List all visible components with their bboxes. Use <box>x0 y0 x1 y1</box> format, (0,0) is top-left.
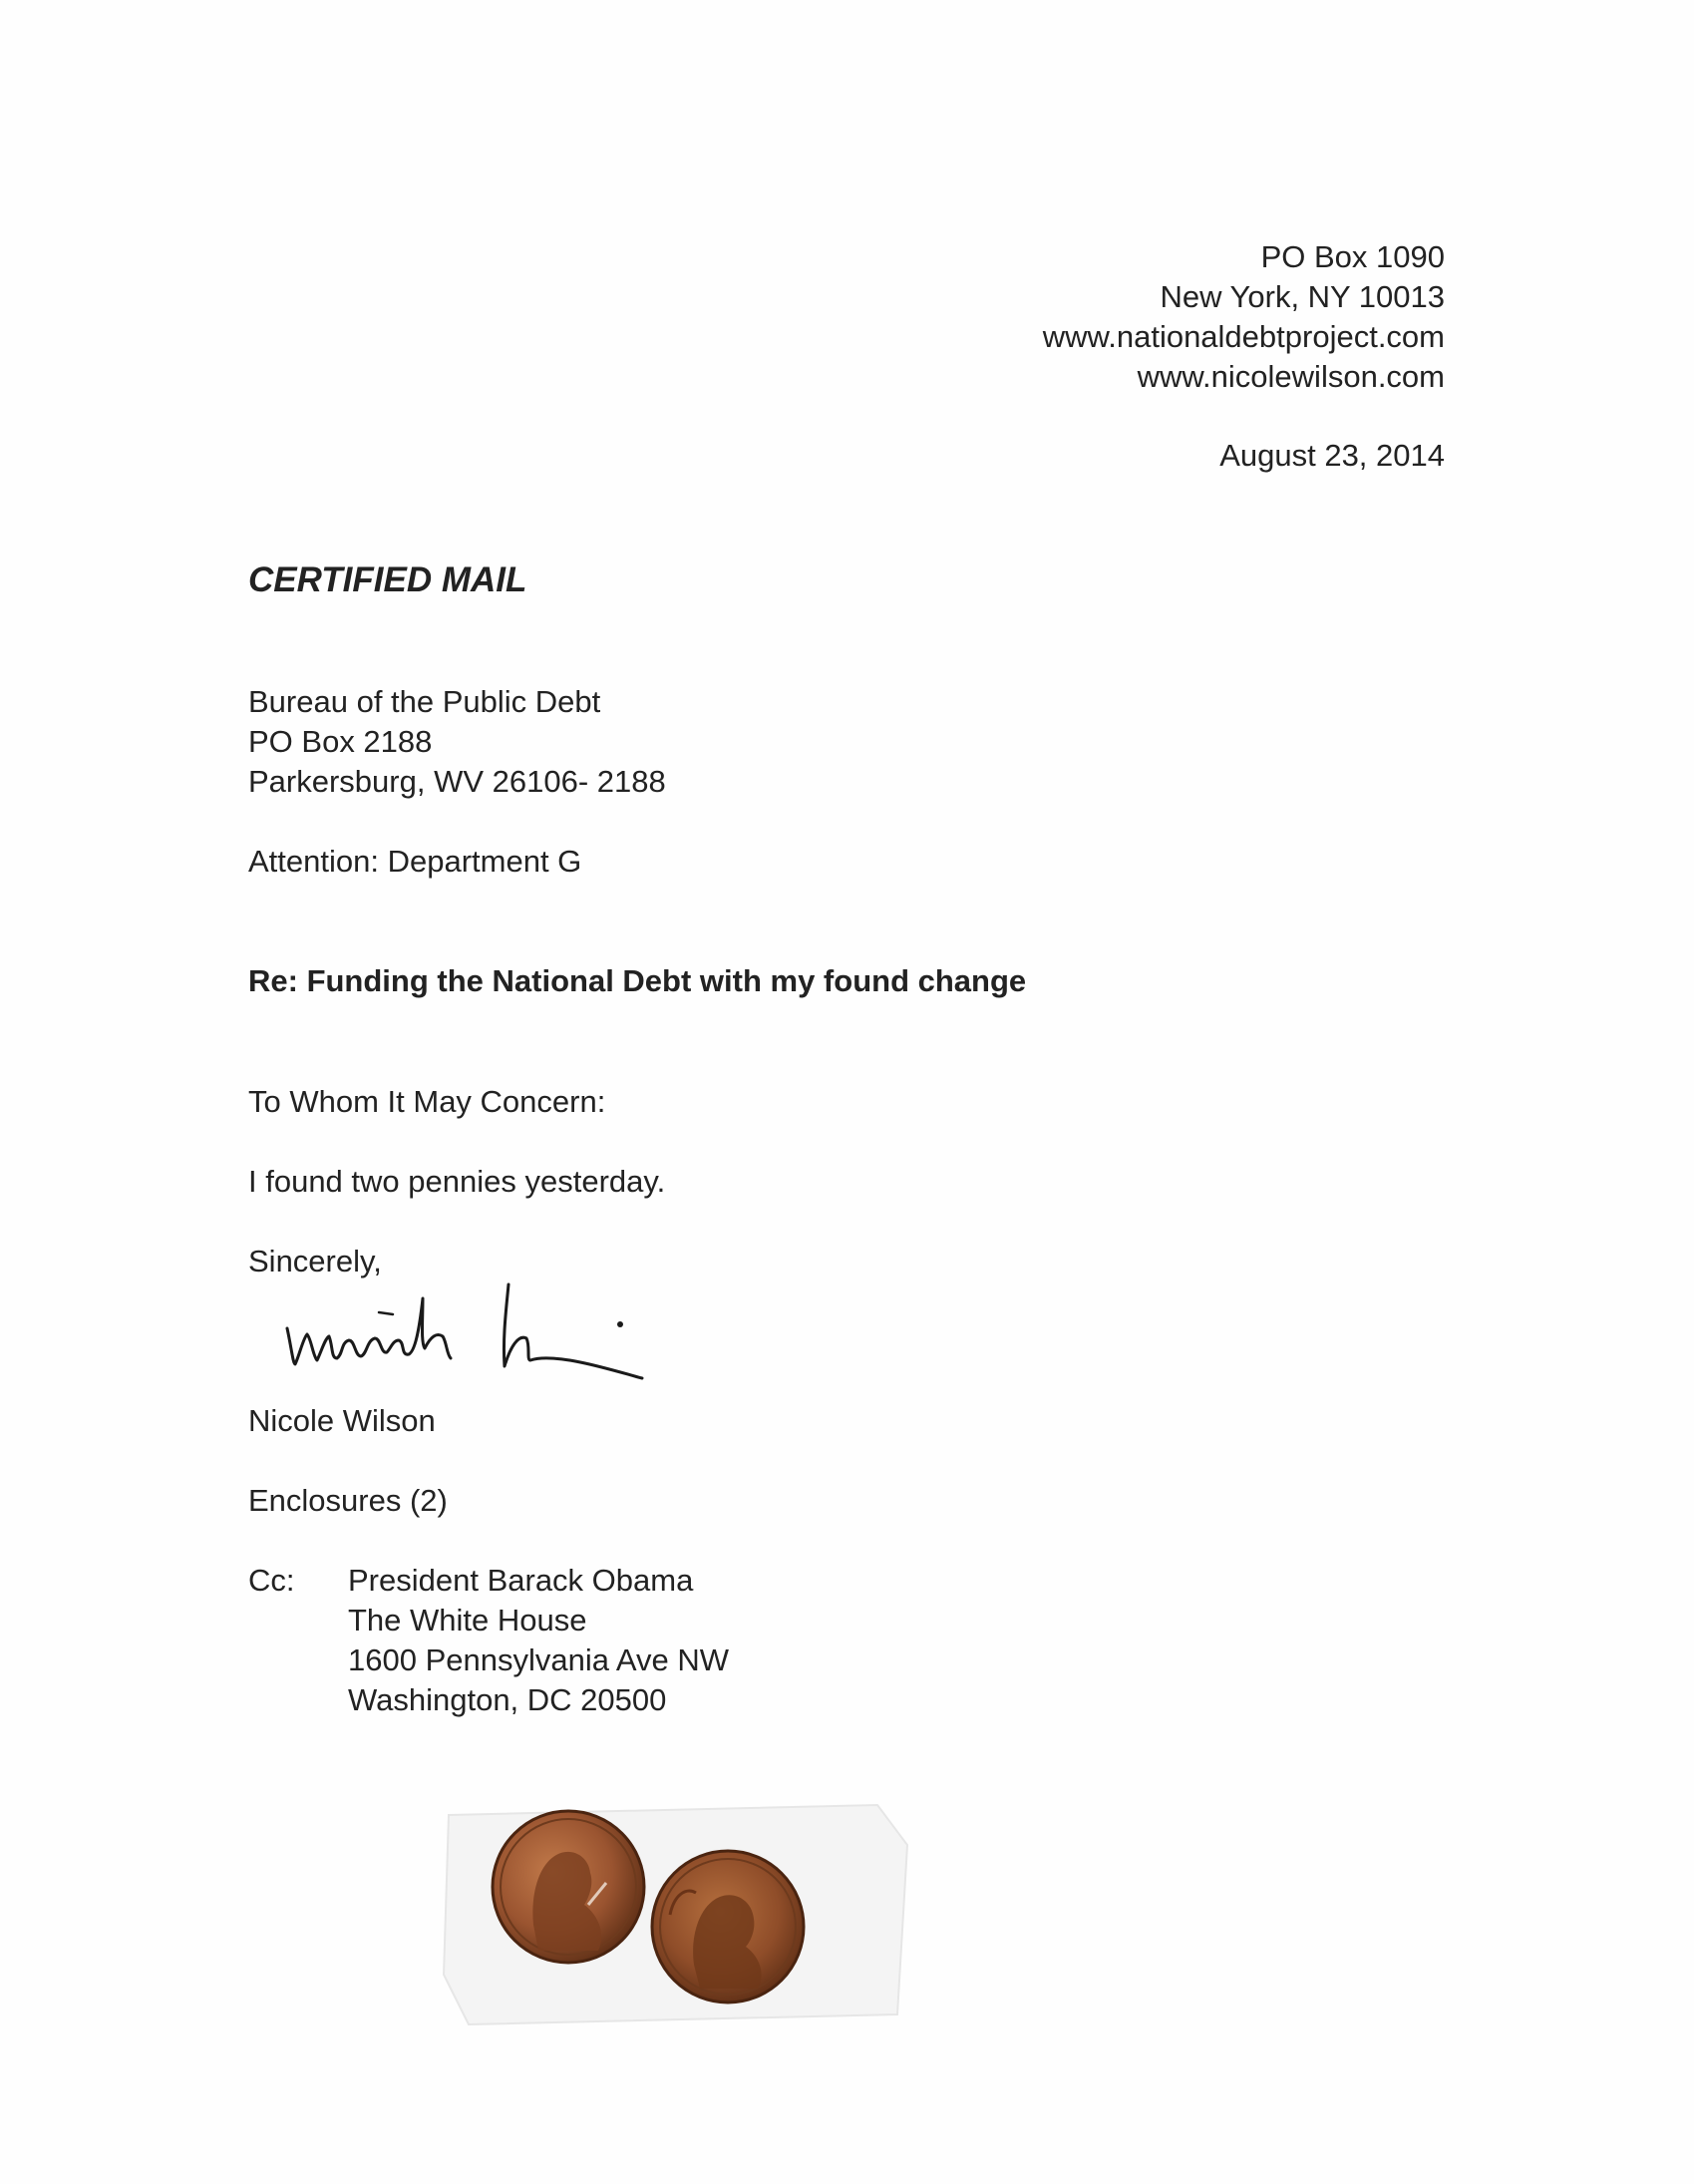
cc-name: President Barack Obama <box>348 1563 694 1598</box>
sender-website-1: www.nationaldebtproject.com <box>1042 319 1445 354</box>
penny-icon <box>652 1851 804 2002</box>
taped-pennies <box>439 1775 937 2054</box>
cc-org: The White House <box>348 1603 587 1638</box>
recipient-city: Parkersburg, WV 26106- 2188 <box>248 764 666 799</box>
recipient-po-box: PO Box 2188 <box>248 724 433 759</box>
enclosures-line: Enclosures (2) <box>248 1483 448 1518</box>
greeting: To Whom It May Concern: <box>248 1084 606 1119</box>
sender-website-2: www.nicolewilson.com <box>1137 359 1445 394</box>
recipient-name: Bureau of the Public Debt <box>248 684 601 719</box>
cc-label: Cc: <box>248 1563 295 1598</box>
cc-city: Washington, DC 20500 <box>348 1682 667 1717</box>
attention-line: Attention: Department G <box>248 844 582 879</box>
certified-mail-heading: CERTIFIED MAIL <box>248 560 527 599</box>
letter-body: I found two pennies yesterday. <box>248 1164 666 1199</box>
letter-date: August 23, 2014 <box>1219 438 1445 473</box>
signer-name: Nicole Wilson <box>248 1403 436 1438</box>
closing: Sincerely, <box>248 1244 382 1278</box>
sender-po-box: PO Box 1090 <box>1260 239 1445 274</box>
handwritten-signature <box>281 1276 670 1406</box>
subject-line: Re: Funding the National Debt with my found change <box>248 963 1027 998</box>
sender-city: New York, NY 10013 <box>1160 279 1445 314</box>
cc-street: 1600 Pennsylvania Ave NW <box>348 1642 729 1677</box>
penny-icon <box>493 1811 644 1963</box>
